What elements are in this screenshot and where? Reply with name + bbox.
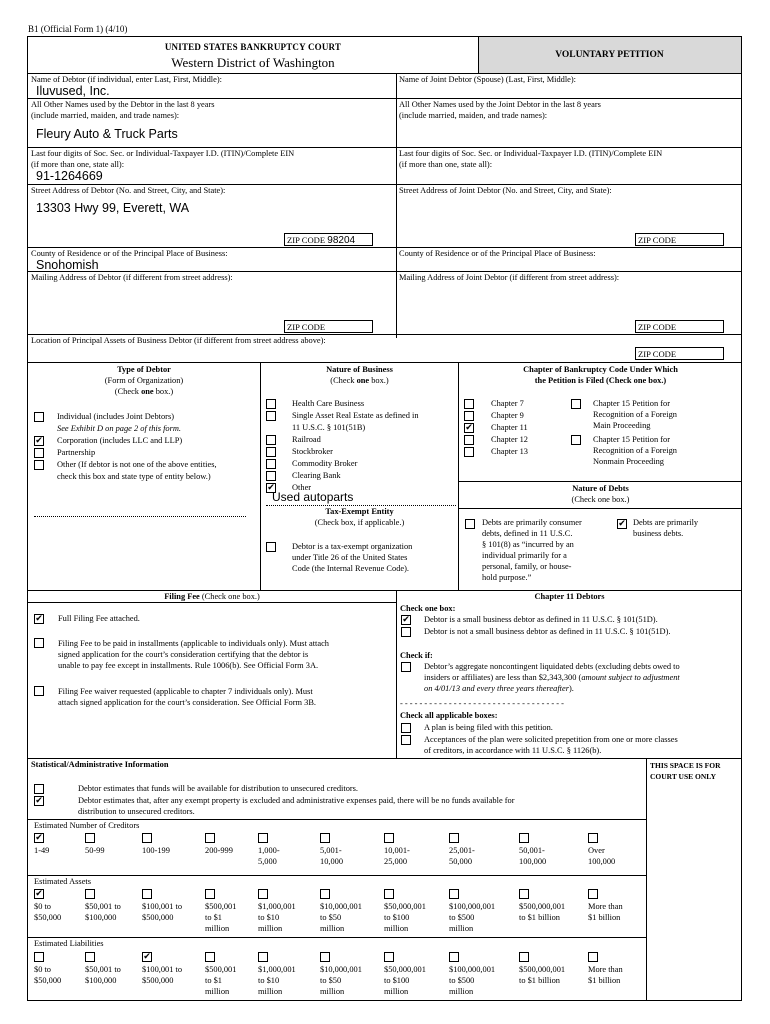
nature-of-business-heading: Nature of Business (Check one box.) (326, 365, 393, 385)
creditors-option-6-checkbox[interactable] (320, 833, 330, 843)
installments-text: Filing Fee to be paid in installments (applicable to individuals only). Must attach signed application for the court’s consideration certifying that the debtor is unable to pay fee except in installments. Rule 1006(b). See Official Form 3A. (58, 639, 329, 670)
assets-option-3-checkbox[interactable] (142, 889, 152, 899)
liabilities-option-10-label: More than $1 billion (588, 965, 623, 985)
debtor-ssn-label: Last four digits of Soc. Sec. or Individual-Taxpayer I.D. (ITIN)/Complete EIN (if more than one, state all): (31, 149, 295, 169)
liabilities-option-4-label: $500,001 to $1 million (205, 965, 237, 996)
health-care-checkbox[interactable] (266, 399, 276, 409)
partnership-checkbox[interactable] (34, 448, 44, 458)
location-zip-field[interactable] (635, 347, 724, 360)
type-of-debtor-heading: Type of Debtor (Form of Organization) (Check one box.) (104, 365, 184, 396)
joint-other-names-label: All Other Names used by the Joint Debtor in the last 8 years (include married, maiden, and trade names): (399, 100, 601, 120)
check-all-label: Check all applicable boxes: (400, 711, 498, 720)
debtor-mailing-zip-field[interactable] (284, 320, 373, 333)
debtor-mailing-label: Mailing Address of Debtor (if different from street address): (31, 273, 233, 282)
assets-option-10-checkbox[interactable] (588, 889, 598, 899)
assets-option-4-checkbox[interactable] (205, 889, 215, 899)
railroad-checkbox[interactable] (266, 435, 276, 445)
chapter-list-right: Chapter 15 Petition for Recognition of a Foreign Main Proceeding Chapter 15 Petition for Recognition of a Foreign Nonmain Proceeding (571, 398, 741, 470)
creditors-option-5-label: 1,000- 5,000 (258, 846, 280, 866)
court-district: Western District of Washington (171, 55, 335, 70)
liabilities-option-5-checkbox[interactable] (258, 952, 268, 962)
check-if-label: Check if: (400, 651, 433, 660)
assets-option-2-checkbox[interactable] (85, 889, 95, 899)
assets-option-2-label: $50,001 to $100,000 (85, 902, 121, 922)
creditors-option-3-checkbox[interactable] (142, 833, 152, 843)
debtor-ssn-field[interactable]: 91-1264669 (36, 169, 103, 183)
zip-label: ZIP CODE (638, 322, 677, 332)
liabilities-option-2-checkbox[interactable] (85, 952, 95, 962)
zip-label: ZIP CODE (638, 349, 677, 359)
liabilities-option-1-label: $0 to $50,000 (34, 965, 62, 985)
liabilities-option-3-label: $100,001 to $500,000 (142, 965, 183, 985)
aggregate-debts-text: Debtor’s aggregate noncontingent liquidated debts (excluding debts owed to insiders or affiliates) are less than $2,343,300 (amount subject to adjustment on 4/01/13 and every three years thereafter). (424, 662, 680, 693)
creditors-option-4-checkbox[interactable] (205, 833, 215, 843)
assets-option-3-label: $100,001 to $500,000 (142, 902, 183, 922)
creditors-option-5-checkbox[interactable] (258, 833, 268, 843)
debtor-name-field[interactable]: Iluvused, Inc. (36, 84, 110, 98)
creditors-option-2-label: 50-99 (85, 846, 105, 855)
acceptances-text: Acceptances of the plan were solicited prepetition from one or more classes of creditors, in accordance with 11 U.S.C. § 1126(b). (424, 735, 678, 755)
other-business-field[interactable]: Used autoparts (272, 490, 354, 504)
creditors-option-4-label: 200-999 (205, 846, 233, 855)
creditors-option-9-label: 50,001- 100,000 (519, 846, 547, 866)
creditors-option-10-label: Over 100,000 (588, 846, 616, 866)
other-business-checkbox[interactable]: ✔ (267, 483, 275, 493)
creditors-option-10-checkbox[interactable] (588, 833, 598, 843)
chapter-13-checkbox[interactable] (464, 447, 474, 457)
chapter-15-nonmain-checkbox[interactable] (571, 435, 581, 445)
creditors-option-8-checkbox[interactable] (449, 833, 459, 843)
assets-option-8-checkbox[interactable] (449, 889, 459, 899)
funds-available-checkbox[interactable] (34, 784, 44, 794)
debtor-name-label: Name of Debtor (if individual, enter Last, First, Middle): (31, 75, 222, 84)
chapter-15-main-checkbox[interactable] (571, 399, 581, 409)
liabilities-option-8-label: $100,000,001 to $500 million (449, 965, 496, 996)
full-fee-checkbox[interactable]: ✔ (35, 614, 43, 624)
plan-filed-checkbox[interactable] (401, 723, 411, 733)
funds-available-text: Debtor estimates that funds will be available for distribution to unsecured creditors. (78, 784, 359, 793)
assets-option-9-checkbox[interactable] (519, 889, 529, 899)
acceptances-checkbox[interactable] (401, 735, 411, 745)
zip-value: 98204 (327, 235, 356, 246)
separator-dashes: - - - - - - - - - - - - - - - - - - - - - - - - - - - - - - - - - - (400, 699, 564, 708)
assets-option-8-label: $100,000,001 to $500 million (449, 902, 496, 933)
liabilities-option-9-label: $500,000,001 to $1 billion (519, 965, 566, 985)
creditors-option-8-label: 25,001- 50,000 (449, 846, 475, 866)
debtor-address-label: Street Address of Debtor (No. and Street, City, and State): (31, 186, 226, 195)
not-small-business-checkbox[interactable] (401, 627, 411, 637)
chapter-heading: Chapter of Bankruptcy Code Under Which the Petition is Filed (Check one box.) (523, 365, 678, 385)
liabilities-option-8-checkbox[interactable] (449, 952, 459, 962)
tax-exempt-text: Debtor is a tax-exempt organization under Title 26 of the United States Code (the Internal Revenue Code). (292, 542, 413, 573)
assets-option-7-label: $50,000,001 to $100 million (384, 902, 426, 933)
assets-option-6-label: $10,000,001 to $50 million (320, 902, 362, 933)
joint-name-label: Name of Joint Debtor (Spouse) (Last, First, Middle): (399, 75, 577, 84)
liabilities-label: Estimated Liabilities (34, 939, 104, 948)
statistical-heading: Statistical/Administrative Information (31, 760, 169, 769)
assets-label: Estimated Assets (34, 877, 91, 886)
creditors-option-1-label: 1-49 (34, 846, 50, 855)
creditors-option-2-checkbox[interactable] (85, 833, 95, 843)
zip-label: ZIP CODE (287, 235, 326, 245)
liabilities-option-4-checkbox[interactable] (205, 952, 215, 962)
liabilities-option-6-label: $10,000,001 to $50 million (320, 965, 362, 996)
court-use-only: THIS SPACE IS FOR COURT USE ONLY (650, 761, 721, 781)
location-label: Location of Principal Assets of Business Debtor (if different from street address above): (31, 336, 326, 345)
court-name: UNITED STATES BANKRUPTCY COURT (164, 42, 342, 52)
business-debts-text: Debts are primarily business debts. (633, 518, 699, 538)
liabilities-option-1-checkbox[interactable] (34, 952, 44, 962)
creditors-label: Estimated Number of Creditors (34, 821, 140, 830)
chapter-list-left: Chapter 7 Chapter 9 ✔ Chapter 11 Chapter 12 Chapter 13 (465, 399, 528, 456)
debtor-county-label: County of Residence or of the Principal Place of Business: (31, 249, 228, 258)
single-asset-checkbox[interactable] (266, 411, 276, 421)
tax-exempt-checkbox[interactable] (266, 542, 276, 552)
debtor-address-field[interactable]: 13303 Hwy 99, Everett, WA (36, 201, 190, 215)
assets-option-4-label: $500,001 to $1 million (205, 902, 237, 933)
clearing-bank-checkbox[interactable] (266, 471, 276, 481)
chapter-12-checkbox[interactable] (464, 435, 474, 445)
liabilities-option-10-checkbox[interactable] (588, 952, 598, 962)
petition-title: VOLUNTARY PETITION (478, 37, 741, 73)
commodity-broker-checkbox[interactable] (266, 459, 276, 469)
consumer-debts-text: Debts are primarily consumer debts, defined in 11 U.S.C. § 101(8) as “incurred by an individual primarily for a personal, family, or house- hold purpose.” (482, 518, 582, 582)
joint-ssn-label: Last four digits of Soc. Sec. or Individual-Taxpayer I.D. (ITIN)/Complete EIN (if more than one, state all): (399, 149, 663, 169)
stockbroker-checkbox[interactable] (266, 447, 276, 457)
liabilities-option-9-checkbox[interactable] (519, 952, 529, 962)
creditors-option-3-label: 100-199 (142, 846, 170, 855)
liabilities-option-6-checkbox[interactable] (320, 952, 330, 962)
nature-of-business-list: Health Care Business Single Asset Real Estate as defined in 11 U.S.C. § 101(51B) Railroad Stockbroker Commodity Broker Clearing Bank ✔ Other (267, 399, 419, 493)
no-funds-checkbox[interactable]: ✔ (35, 796, 43, 806)
debtor-zip-field[interactable] (284, 233, 373, 246)
joint-county-label: County of Residence or of the Principal Place of Business: (399, 249, 596, 258)
waiver-checkbox[interactable] (34, 686, 44, 696)
liabilities-option-7-label: $50,000,001 to $100 million (384, 965, 426, 996)
other-entity-checkbox[interactable] (34, 460, 44, 470)
business-debts-checkbox[interactable]: ✔ (618, 519, 626, 529)
full-fee-text: Full Filing Fee attached. (58, 614, 140, 623)
creditors-option-9-checkbox[interactable] (519, 833, 529, 843)
zip-label: ZIP CODE (638, 235, 677, 245)
individual-checkbox[interactable] (34, 412, 44, 422)
joint-mailing-label: Mailing Address of Joint Debtor (if different from street address): (399, 273, 620, 282)
small-business-checkbox[interactable]: ✔ (402, 615, 410, 625)
zip-label: ZIP CODE (287, 322, 326, 332)
chapter-9-checkbox[interactable] (464, 411, 474, 421)
joint-address-label: Street Address of Joint Debtor (No. and Street, City, and State): (399, 186, 612, 195)
creditors-option-6-label: 5,001- 10,000 (320, 846, 344, 866)
chapter-7-checkbox[interactable] (464, 399, 474, 409)
joint-zip-field[interactable] (635, 233, 724, 246)
waiver-text: Filing Fee waiver requested (applicable to chapter 7 individuals only). Must attach signed application for the court’s consideration. See Official Form 3B. (58, 687, 317, 707)
liabilities-option-5-label: $1,000,001 to $10 million (258, 965, 296, 996)
creditors-option-1-checkbox[interactable]: ✔ (35, 833, 43, 843)
creditors-option-7-label: 10,001- 25,000 (384, 846, 410, 866)
assets-option-1-label: $0 to $50,000 (34, 902, 62, 922)
corporation-checkbox[interactable]: ✔ (35, 436, 43, 446)
liabilities-option-7-checkbox[interactable] (384, 952, 394, 962)
chapter-11-heading: Chapter 11 Debtors (534, 592, 605, 601)
debtor-other-names-label: All Other Names used by the Debtor in the last 8 years (include married, maiden, and trade names): (31, 100, 215, 120)
assets-option-7-checkbox[interactable] (384, 889, 394, 899)
liabilities-option-3-checkbox[interactable]: ✔ (143, 952, 151, 962)
filing-fee-heading: Filing Fee (Check one box.) (164, 592, 260, 601)
tax-exempt-heading: Tax-Exempt Entity (Check box, if applicable.) (314, 507, 405, 527)
type-of-debtor-list: Individual (includes Joint Debtors) See Exhibit D on page 2 of this form. ✔ Corporation (includes LLC and LLP) Partnership Other (If debtor is not one of the above entities, check this box and state type of entity below.) (35, 412, 217, 481)
form-id: B1 (Official Form 1) (4/10) (28, 24, 128, 34)
assets-option-6-checkbox[interactable] (320, 889, 330, 899)
assets-option-5-label: $1,000,001 to $10 million (258, 902, 296, 933)
installments-checkbox[interactable] (34, 638, 44, 648)
chapter-11-checkbox[interactable]: ✔ (465, 423, 473, 433)
joint-mailing-zip-field[interactable] (635, 320, 724, 333)
other-entity-line[interactable] (34, 516, 246, 517)
aggregate-debts-checkbox[interactable] (401, 662, 411, 672)
debtor-county-field[interactable]: Snohomish (36, 258, 99, 272)
no-funds-text: Debtor estimates that, after any exempt property is excluded and administrative expenses paid, there will be no funds available for distribution to unsecured creditors. (78, 796, 515, 816)
plan-filed-text: A plan is being filed with this petition. (424, 723, 553, 732)
assets-option-10-label: More than $1 billion (588, 902, 623, 922)
assets-option-9-label: $500,000,001 to $1 billion (519, 902, 566, 922)
small-business-text: Debtor is a small business debtor as defined in 11 U.S.C. § 101(51D). (424, 615, 658, 624)
liabilities-option-2-label: $50,001 to $100,000 (85, 965, 121, 985)
nature-of-debts-heading: Nature of Debts (Check one box.) (571, 484, 630, 504)
check-one-label: Check one box: (400, 604, 456, 613)
debtor-other-names-field[interactable]: Fleury Auto & Truck Parts (36, 127, 178, 141)
creditors-option-7-checkbox[interactable] (384, 833, 394, 843)
assets-option-5-checkbox[interactable] (258, 889, 268, 899)
not-small-business-text: Debtor is not a small business debtor as defined in 11 U.S.C. § 101(51D). (424, 627, 671, 636)
assets-option-1-checkbox[interactable]: ✔ (35, 889, 43, 899)
consumer-debts-checkbox[interactable] (465, 519, 475, 529)
